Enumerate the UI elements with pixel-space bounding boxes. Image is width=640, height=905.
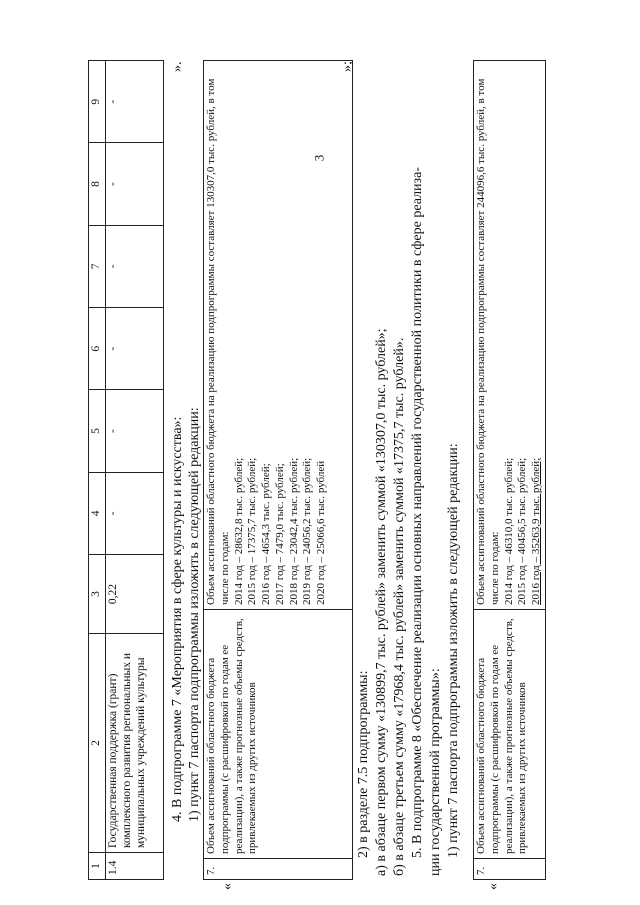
paragraph: б) в абзаце третьем сумму «17968,4 тыс. рублей» заменить суммой «17375,7 тыс. рублей». [392,337,407,876]
year-amount: 2015 год – 17375,7 тыс. рублей; [246,457,259,605]
year-amount: 2019 год – 24056,2 тыс. рублей; [301,457,314,605]
year-amount: 2016 год – 35263,9 тыс. рублей; [530,457,542,605]
section-4-heading: 4. В подпрограмме 7 «Мероприятия в сфере культуры и искусства»: [170,416,185,822]
table-row [204,61,353,880]
passport-table-subprogram-7 [203,60,353,880]
passport-table-subprogram-8 [473,60,546,880]
close-quote: »; [340,61,355,72]
year-amount: 2014 год – 28632,8 тыс. рублей; [232,457,245,605]
amount-intro: Объем ассигнований областного бюджета на реализацию подпрограммы составляет 130307,0 тыс. рублей, в том числе по годам: [205,78,231,605]
amount-years [503,65,544,605]
paragraph: ции государственной программы»: [428,668,443,876]
year-amount: 2020 год – 25066,6 тыс. рублей [315,460,327,605]
col-header: 5 [89,390,106,472]
row-number: 7. [474,859,546,880]
amount-intro: Объем ассигнований областного бюджета на реализацию подпрограммы составляет 244096,6 тыс. рублей, в том числе по годам: [475,78,501,605]
row-number: 7. [204,859,353,880]
row-name: Государственная поддержка (грант) комплексного развития региональных и муниципальных учреждений культуры [106,634,164,853]
col-header: 1 [89,853,106,880]
cell-value: - [106,308,164,390]
row-number: 1.4 [106,853,164,880]
col-header: 2 [89,634,106,853]
close-quote: ». [170,61,185,72]
year-amount: 2014 год – 46310,0 тыс. рублей; [502,457,515,605]
rotated-page-content [88,60,548,890]
row-label: Объем ассигнований областного бюджета подпрограммы (с расшифровкой по годам ее реализации), а также прогнозные объемы средств, привлекаемых из других источников [204,610,353,859]
col-header: 9 [89,61,106,143]
col-header: 6 [89,308,106,390]
row-amounts [204,61,353,610]
cell-value: 0,22 [106,555,164,634]
header-row [89,61,106,880]
section-4-item-1: 1) пункт 7 паспорта подпрограммы изложить в следующей редакции: [187,407,202,822]
year-amount: 2017 год – 7479,0 тыс. рублей; [273,463,286,605]
open-quote: « [220,883,235,890]
amount-years [233,65,329,605]
cell-value: - [106,61,164,143]
year-amount: 2016 год – 4654,3 тыс. рублей; [260,463,272,605]
row-amounts [474,61,546,610]
year-amount: 2018 год – 23042,4 тыс. рублей; [287,457,300,605]
paragraph: 5. В подпрограмме 8 «Обеспечение реализации основных направлений государственной политики в сфере реализа- [410,167,425,858]
table-row [474,61,546,880]
cell-value: - [106,143,164,225]
col-header: 4 [89,472,106,554]
cell-value: - [106,472,164,554]
open-quote: « [486,883,501,890]
top-table [88,60,164,880]
cell-value: - [106,390,164,472]
paragraph: а) в абзаце первом сумму «130899,7 тыс. рублей» заменить суммой «130307,0 тыс. рублей»; [374,328,389,876]
table-row [106,61,164,880]
col-header: 7 [89,225,106,307]
row-label: Объем ассигнований областного бюджета подпрограммы (с расшифровкой по годам ее реализации), а также прогнозные объемы средств, привлекаемых из других источников [474,610,546,859]
cell-value: - [106,225,164,307]
year-amount: 2015 год – 40456,5 тыс. рублей; [516,457,529,605]
paragraph: 2) в разделе 7.5 подпрограммы: [356,670,371,858]
col-header: 3 [89,555,106,634]
paragraph: 1) пункт 7 паспорта подпрограммы изложить в следующей редакции: [446,443,461,858]
page-number: 3 [311,154,327,162]
col-header: 8 [89,143,106,225]
